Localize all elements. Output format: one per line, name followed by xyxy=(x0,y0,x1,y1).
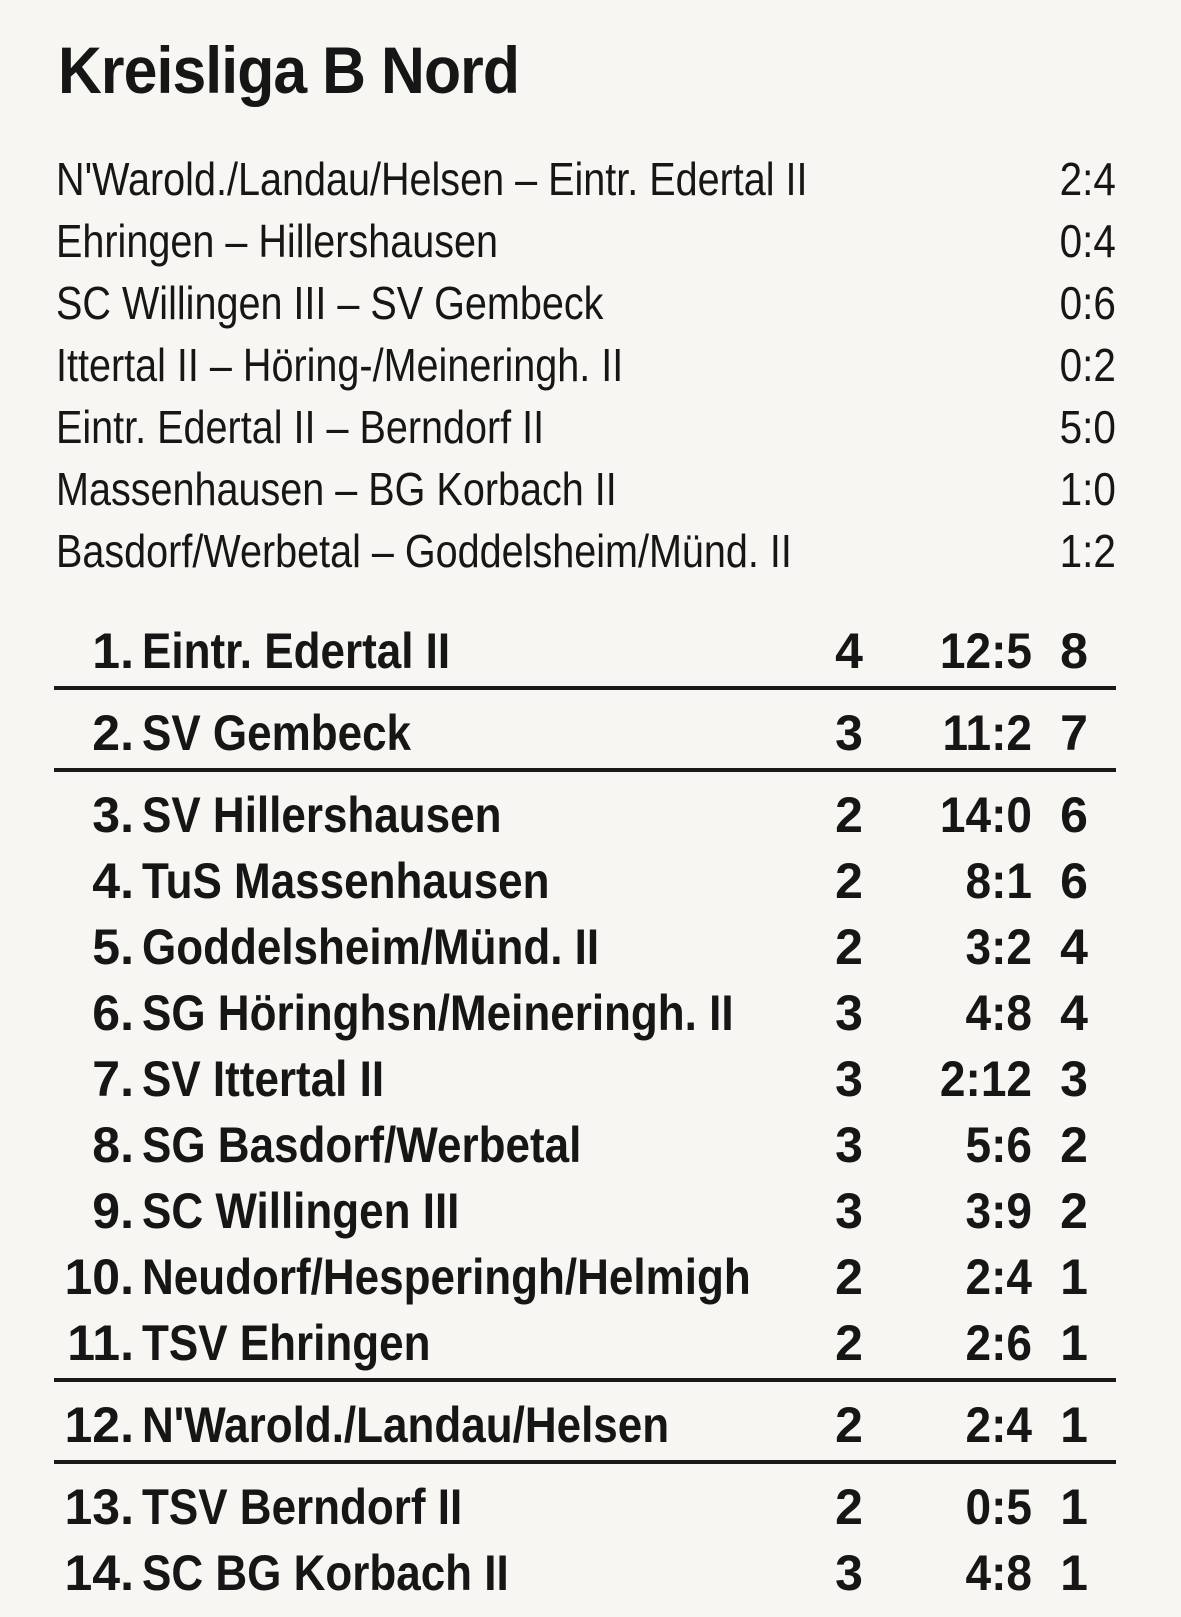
rank: 4. xyxy=(92,853,134,909)
points: 2 xyxy=(1060,1183,1088,1239)
points: 3 xyxy=(1060,1051,1088,1107)
table-row xyxy=(54,1178,1116,1244)
goal-ratio: 3:9 xyxy=(965,1183,1032,1239)
result-score: 0:4 xyxy=(1059,215,1116,267)
table-row xyxy=(54,914,1116,980)
result-score: 0:2 xyxy=(1059,339,1116,391)
team-name: SG Höringhsn/Meineringh. II xyxy=(142,985,734,1041)
games-played: 3 xyxy=(835,1183,863,1239)
rank: 7. xyxy=(92,1051,134,1107)
result-row xyxy=(56,520,1116,582)
rank: 2. xyxy=(92,705,134,761)
result-score: 0:6 xyxy=(1059,277,1116,329)
goal-ratio: 14:0 xyxy=(939,787,1032,843)
result-score: 5:0 xyxy=(1059,401,1116,453)
games-played: 3 xyxy=(835,1051,863,1107)
games-played: 3 xyxy=(835,705,863,761)
games-played: 2 xyxy=(835,1397,863,1453)
table-row xyxy=(54,1310,1116,1382)
goal-ratio: 2:6 xyxy=(965,1315,1032,1371)
result-match: Basdorf/Werbetal – Goddelsheim/Münd. II xyxy=(56,525,792,577)
points: 4 xyxy=(1060,985,1088,1041)
result-match: Massenhausen – BG Korbach II xyxy=(56,463,617,515)
games-played: 3 xyxy=(835,985,863,1041)
games-played: 2 xyxy=(835,1479,863,1535)
table-row xyxy=(54,1112,1116,1178)
team-name: Eintr. Edertal II xyxy=(142,623,451,679)
rank: 13. xyxy=(64,1479,134,1535)
games-played: 3 xyxy=(835,1117,863,1173)
rank: 12. xyxy=(64,1397,134,1453)
games-played: 2 xyxy=(835,1249,863,1305)
rank: 6. xyxy=(92,985,134,1041)
goal-ratio: 4:8 xyxy=(965,985,1032,1041)
result-score: 1:0 xyxy=(1059,463,1116,515)
result-row xyxy=(56,458,1116,520)
result-match: SC Willingen III – SV Gembeck xyxy=(56,277,604,329)
table-row xyxy=(54,1046,1116,1112)
table-row xyxy=(54,1392,1116,1464)
result-row xyxy=(56,210,1116,272)
goal-ratio: 2:4 xyxy=(965,1397,1032,1453)
goal-ratio: 0:5 xyxy=(965,1479,1032,1535)
team-name: SV Ittertal II xyxy=(142,1051,385,1107)
team-name: SV Hillershausen xyxy=(142,787,502,843)
points: 7 xyxy=(1060,705,1088,761)
points: 8 xyxy=(1060,623,1088,679)
table-row xyxy=(54,1474,1116,1540)
points: 1 xyxy=(1060,1249,1088,1305)
goal-ratio: 2:4 xyxy=(965,1249,1032,1305)
points: 1 xyxy=(1060,1397,1088,1453)
table-row xyxy=(54,848,1116,914)
points: 6 xyxy=(1060,853,1088,909)
team-name: TuS Massenhausen xyxy=(142,853,550,909)
team-name: N'Warold./Landau/Helsen xyxy=(142,1397,670,1453)
result-match: Ittertal II – Höring-/Meineringh. II xyxy=(56,339,624,391)
games-played: 2 xyxy=(835,853,863,909)
result-match: N'Warold./Landau/Helsen – Eintr. Edertal II xyxy=(56,153,808,205)
standings-table xyxy=(54,618,1116,1606)
goal-ratio: 11:2 xyxy=(942,705,1032,761)
result-match: Ehringen – Hillershausen xyxy=(56,215,499,267)
table-row xyxy=(54,782,1116,848)
team-name: Goddelsheim/Münd. II xyxy=(142,919,600,975)
rank: 5. xyxy=(92,919,134,975)
team-name: SG Basdorf/Werbetal xyxy=(142,1117,582,1173)
points: 1 xyxy=(1060,1545,1088,1601)
table-row xyxy=(54,1540,1116,1606)
page-title: Kreisliga B Nord xyxy=(58,33,520,107)
rank: 11. xyxy=(67,1315,134,1371)
rank: 3. xyxy=(92,787,134,843)
result-row xyxy=(56,334,1116,396)
team-name: Neudorf/Hesperingh/Helmigh xyxy=(142,1249,751,1305)
table-row xyxy=(54,700,1116,772)
points: 1 xyxy=(1060,1315,1088,1371)
goal-ratio: 8:1 xyxy=(965,853,1032,909)
table-row xyxy=(54,1244,1116,1310)
result-score: 2:4 xyxy=(1059,153,1116,205)
goal-ratio: 4:8 xyxy=(965,1545,1032,1601)
goal-ratio: 5:6 xyxy=(965,1117,1032,1173)
match-results xyxy=(56,148,1116,582)
points: 6 xyxy=(1060,787,1088,843)
result-score: 1:2 xyxy=(1059,525,1116,577)
rank: 8. xyxy=(92,1117,134,1173)
points: 4 xyxy=(1060,919,1088,975)
team-name: SC BG Korbach II xyxy=(142,1545,509,1601)
team-name: SV Gembeck xyxy=(142,705,412,761)
goal-ratio: 3:2 xyxy=(965,919,1032,975)
team-name: TSV Ehringen xyxy=(142,1315,431,1371)
result-row xyxy=(56,396,1116,458)
games-played: 4 xyxy=(835,623,863,679)
result-match: Eintr. Edertal II – Berndorf II xyxy=(56,401,545,453)
rank: 10. xyxy=(64,1249,134,1305)
result-row xyxy=(56,148,1116,210)
goal-ratio: 2:12 xyxy=(939,1051,1032,1107)
table-row xyxy=(54,618,1116,690)
rank: 9. xyxy=(92,1183,134,1239)
games-played: 2 xyxy=(835,919,863,975)
team-name: SC Willingen III xyxy=(142,1183,460,1239)
points: 1 xyxy=(1060,1479,1088,1535)
games-played: 3 xyxy=(835,1545,863,1601)
games-played: 2 xyxy=(835,1315,863,1371)
team-name: TSV Berndorf II xyxy=(142,1479,463,1535)
table-row xyxy=(54,980,1116,1046)
points: 2 xyxy=(1060,1117,1088,1173)
games-played: 2 xyxy=(835,787,863,843)
goal-ratio: 12:5 xyxy=(939,623,1032,679)
rank: 1. xyxy=(92,623,134,679)
result-row xyxy=(56,272,1116,334)
rank: 14. xyxy=(64,1545,134,1601)
